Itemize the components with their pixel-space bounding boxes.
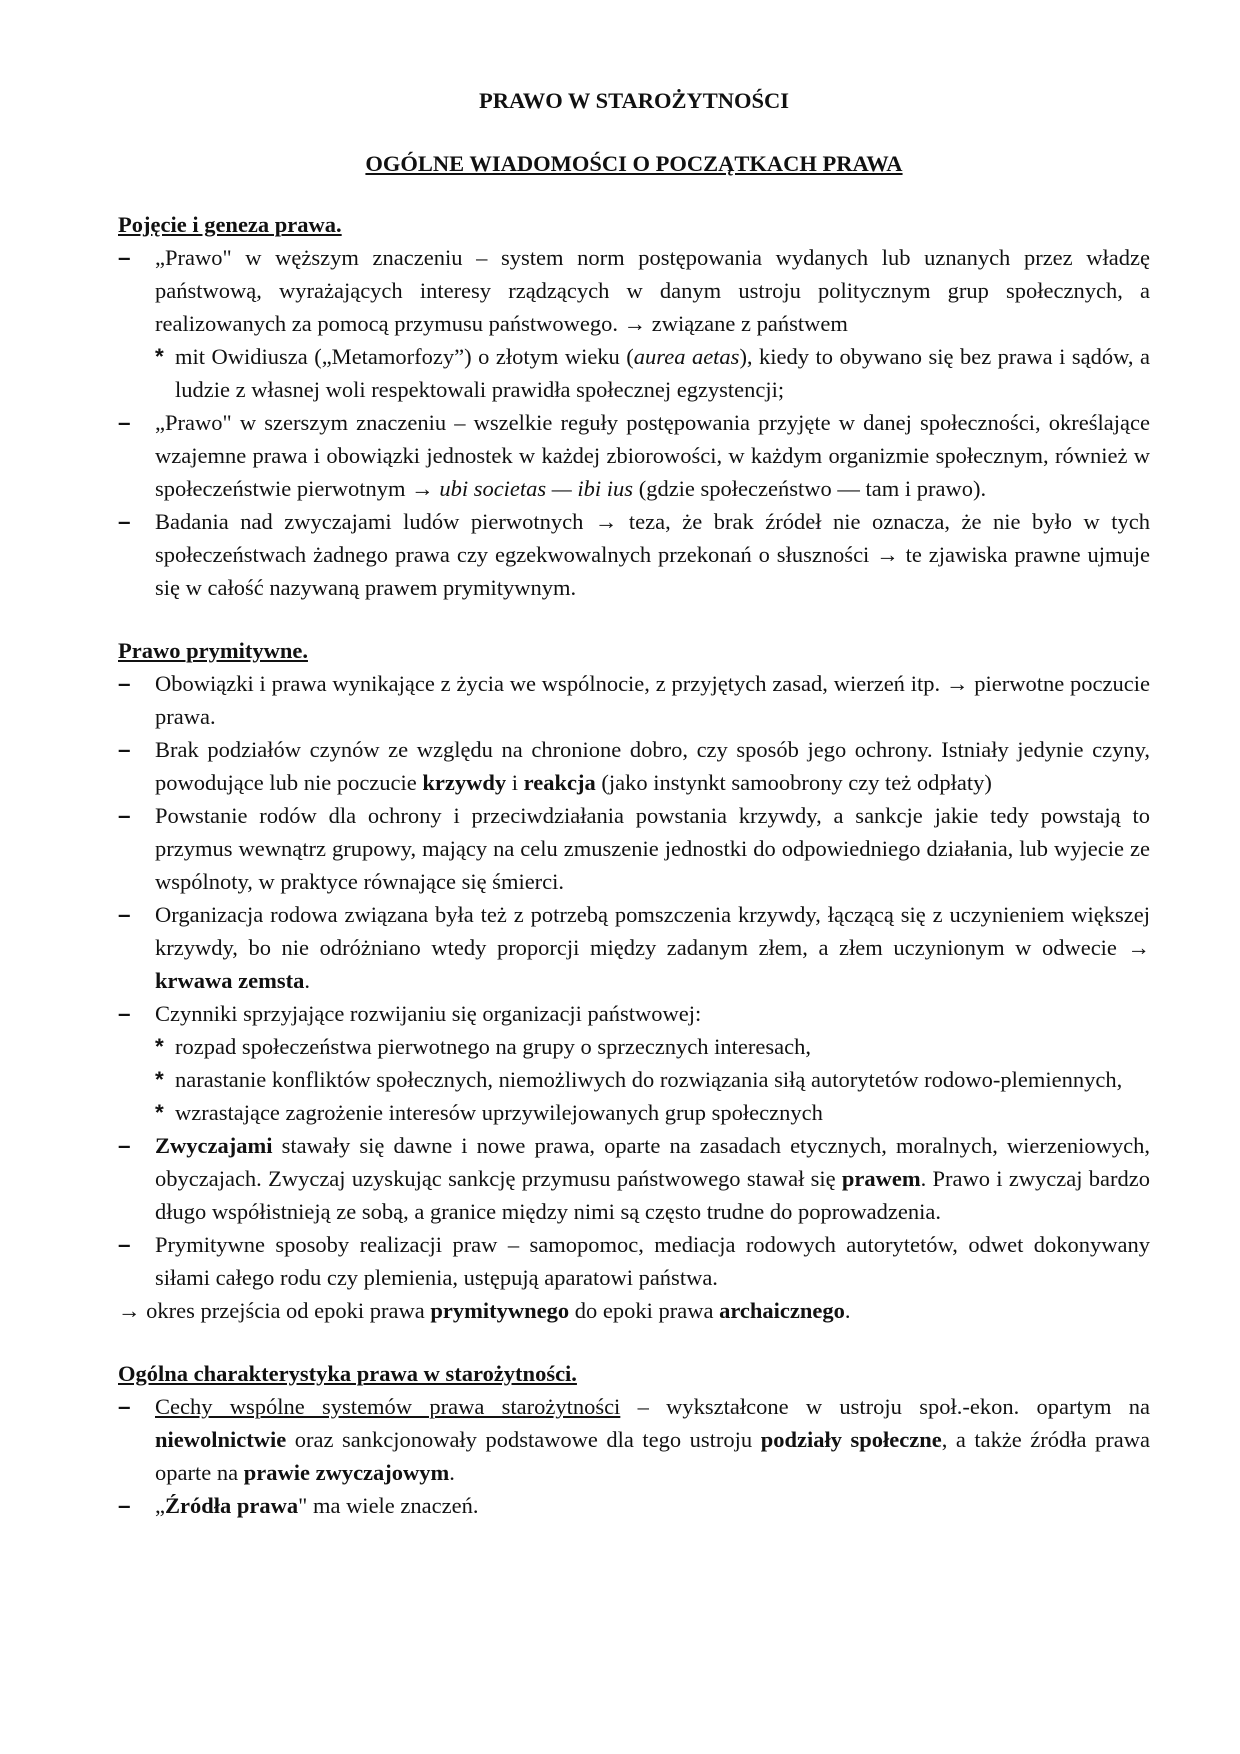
item-text: Czynniki sprzyjające rozwijaniu się organizacji państwowej:: [155, 1001, 702, 1026]
list-item: [118, 1390, 1150, 1489]
dash-bullet-icon: –: [118, 509, 131, 534]
dash-bullet-icon: –: [118, 902, 131, 927]
conclusion-text: → okres przejścia od epoki prawa: [118, 1298, 431, 1323]
dash-bullet-icon: –: [118, 803, 131, 828]
document-content: [118, 84, 1150, 1522]
sub-item: [118, 1096, 1150, 1129]
bold-term: archaicznego: [719, 1298, 845, 1323]
list-item: [118, 1228, 1150, 1294]
list-item: [118, 505, 1150, 604]
bold-term: Źródła prawa: [165, 1493, 299, 1518]
dash-bullet-icon: –: [118, 1133, 131, 1158]
section-heading: Ogólna charakterystyka prawa w starożytności.: [118, 1361, 577, 1386]
item-text: " ma wiele znaczeń.: [298, 1493, 479, 1518]
sub-item: [118, 340, 1150, 406]
item-text: i: [506, 770, 524, 795]
list-item: [118, 898, 1150, 997]
sub-item-text: narastanie konfliktów społecznych, niemożliwych do rozwiązania siłą autorytetów rodowo-plemiennych,: [175, 1067, 1123, 1092]
sub-item: [118, 1030, 1150, 1063]
asterisk-bullet-icon: *: [155, 1067, 164, 1092]
latin-term: aurea aetas: [633, 344, 740, 369]
dash-bullet-icon: –: [118, 1493, 131, 1518]
list-item: [118, 1129, 1150, 1228]
sub-item: [118, 1063, 1150, 1096]
item-text: .: [304, 968, 310, 993]
asterisk-bullet-icon: *: [155, 1100, 164, 1125]
list-item: [118, 406, 1150, 505]
dash-bullet-icon: –: [118, 1232, 131, 1257]
bold-term: prawie zwyczajowym: [243, 1460, 450, 1485]
item-text: „Prawo" w szerszym znaczeniu – wszelkie reguły postępowania przyjęte w danej społeczności, określające wzajemne prawa i obowiązki jednostek w każdej zbiorowości, w każdym organizmie społecznym, również w społeczeństwie pierwotnym →: [155, 410, 1150, 501]
list-item: [118, 733, 1150, 799]
item-text: Badania nad zwyczajami ludów pierwotnych → teza, że brak źródeł nie oznacza, że nie było w tych społeczeństwach żadnego prawa czy egzekwowalnych przekonań o słuszności → te zjawiska prawne ujmuje się w całość nazywaną prawem prymitywnym.: [155, 509, 1150, 600]
section-prawo-prymitywne: [118, 634, 1150, 1327]
asterisk-bullet-icon: *: [155, 344, 164, 369]
dash-bullet-icon: –: [118, 737, 131, 762]
bold-term: niewolnictwie: [155, 1427, 287, 1452]
item-text: „Prawo" w węższym znaczeniu – system norm postępowania wydanych lub uznanych przez władzę państwową, wyrażających interesy rządzących w danym ustroju politycznym grup społecznych, a realizowanych za pomocą przymusu państwowego. → związane z państwem: [155, 245, 1150, 336]
bold-term: reakcja: [523, 770, 596, 795]
item-text: Brak podziałów czynów ze względu na chronione dobro, czy sposób jego ochrony. Istniały jedynie czyny, powodujące lub nie poczucie: [155, 737, 1150, 795]
bold-term: Zwyczajami: [155, 1133, 273, 1158]
item-text: Organizacja rodowa związana była też z potrzebą pomszczenia krzywdy, łączącą się z uczynieniem większej krzywdy, bo nie odróżniano wtedy proporcji między zadanym złem, a złem uczynionym w odwecie →: [155, 902, 1150, 960]
dash-bullet-icon: –: [118, 410, 131, 435]
section-heading: Pojęcie i geneza prawa.: [118, 212, 342, 237]
latin-term: ubi societas — ibi ius: [439, 476, 634, 501]
dash-bullet-icon: –: [118, 245, 131, 270]
conclusion-line: [118, 1294, 1150, 1327]
section-pojecie: [118, 208, 1150, 604]
section-heading: Prawo prymitywne.: [118, 638, 308, 663]
item-text: – wykształcone w ustroju społ.-ekon. opartym na: [620, 1394, 1150, 1419]
list-item: [118, 997, 1150, 1030]
bold-term: prymitywnego: [430, 1298, 570, 1323]
conclusion-text: do epoki prawa: [569, 1298, 720, 1323]
sub-item-text: ), kiedy to obywano się bez prawa i sądów, a ludzie z własnej woli respektowali prawidła społecznej egzystencji;: [175, 344, 1150, 402]
dash-bullet-icon: –: [118, 1001, 131, 1026]
dash-bullet-icon: –: [118, 671, 131, 696]
asterisk-bullet-icon: *: [155, 1034, 164, 1059]
item-text: .: [449, 1460, 455, 1485]
list-item: [118, 241, 1150, 340]
item-text: (gdzie społeczeństwo — tam i prawo).: [633, 476, 987, 501]
item-text: . Prawo i zwyczaj bardzo długo współistnieją ze sobą, a granice między nimi są często trudne do poprowadzenia.: [155, 1166, 1151, 1224]
document-subtitle: OGÓLNE WIADOMOŚCI O POCZĄTKACH PRAWA: [365, 151, 903, 176]
list-item: [118, 799, 1150, 898]
document-title: PRAWO W STAROŻYTNOŚCI: [478, 88, 790, 113]
item-text: , a także źródła prawa oparte na: [155, 1427, 1150, 1485]
sub-item-text: wzrastające zagrożenie interesów uprzywilejowanych grup społecznych: [175, 1100, 823, 1125]
bold-term: krzywdy: [422, 770, 507, 795]
dash-bullet-icon: –: [118, 1394, 131, 1419]
bold-term: podziały społeczne: [760, 1427, 942, 1452]
sub-item-text: rozpad społeczeństwa pierwotnego na grupy o sprzecznych interesach,: [175, 1034, 811, 1059]
bold-term: prawem: [841, 1166, 921, 1191]
list-item: [118, 1489, 1150, 1522]
sub-item-text: mit Owidiusza („Metamorfozy”) o złotym wieku (: [175, 344, 634, 369]
bold-term: krwawa zemsta: [155, 968, 305, 993]
item-text: Powstanie rodów dla ochrony i przeciwdziałania powstania krzywdy, a sankcje jakie tedy powstają to przymus wewnątrz grupowy, mający na celu zmuszenie jednostki do odpowiedniego działania, lub wyjecie ze wspólnoty, w praktyce równające się śmierci.: [155, 803, 1150, 894]
item-text: „: [155, 1493, 165, 1518]
item-text: (jako instynkt samoobrony czy też odpłaty): [595, 770, 992, 795]
conclusion-text: .: [844, 1298, 851, 1323]
list-item: [118, 667, 1150, 733]
item-text: oraz sankcjonowały podstawowe dla tego ustroju: [286, 1427, 761, 1452]
section-charakterystyka: [118, 1357, 1150, 1522]
item-text: stawały się dawne i nowe prawa, oparte na zasadach etycznych, moralnych, wierzeniowych, obyczajach. Zwyczaj uzyskując sankcję przymusu państwowego stawał się: [155, 1133, 1150, 1191]
item-text: Prymitywne sposoby realizacji praw – samopomoc, mediacja rodowych autorytetów, odwet dokonywany siłami całego rodu czy plemienia, ustępują aparatowi państwa.: [155, 1232, 1150, 1290]
item-text: Obowiązki i prawa wynikające z życia we wspólnocie, z przyjętych zasad, wierzeń itp. → pierwotne poczucie prawa.: [155, 671, 1150, 729]
underlined-term: Cechy wspólne systemów prawa starożytności: [155, 1394, 621, 1419]
